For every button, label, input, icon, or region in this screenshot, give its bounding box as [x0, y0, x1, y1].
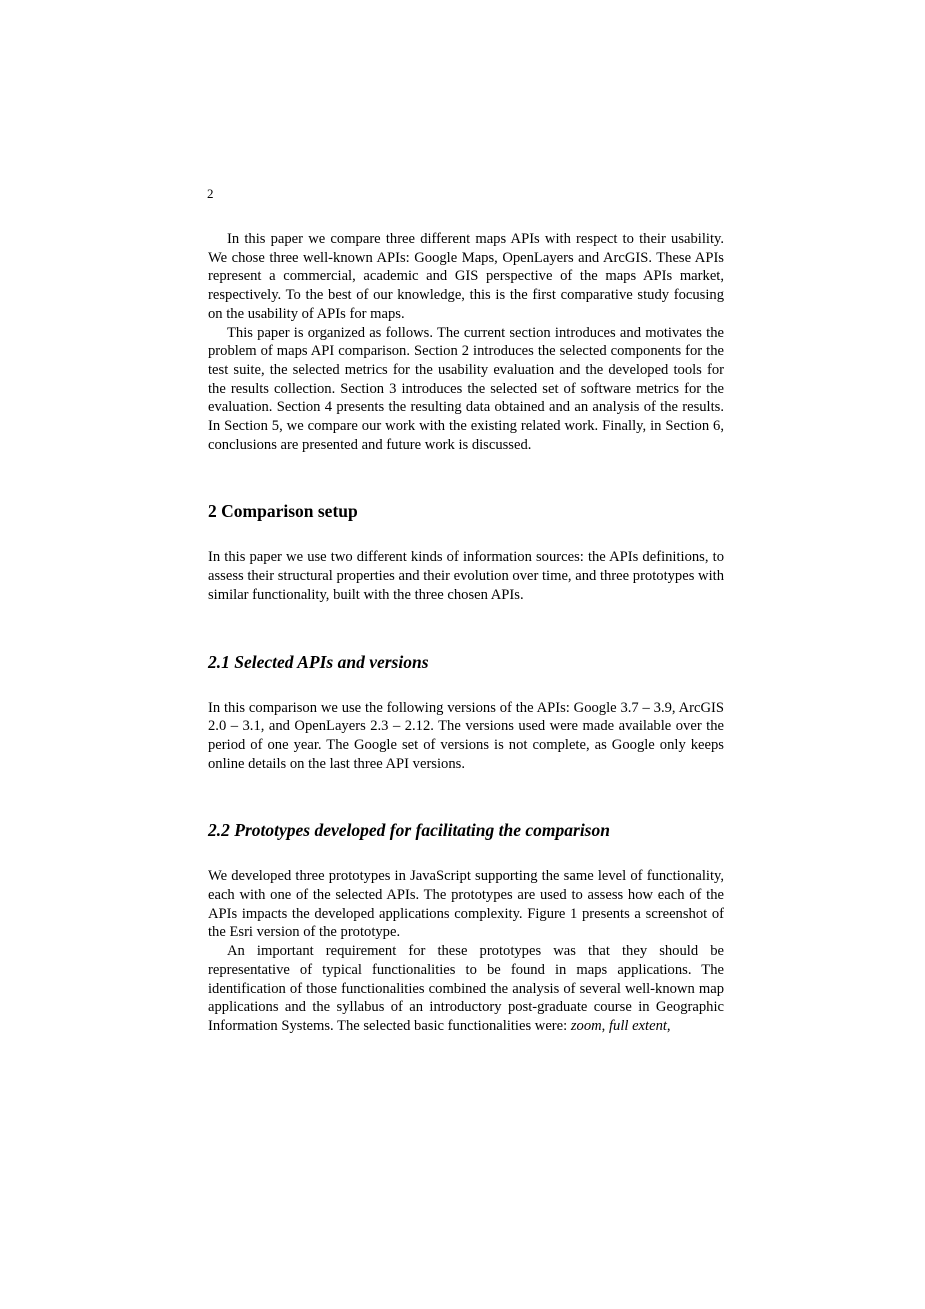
term-zoom: zoom — [570, 1017, 602, 1034]
section-2-2-heading: 2.2 Prototypes developed for facilitating the comparison — [208, 820, 610, 841]
section-2-1-heading: 2.1 Selected APIs and versions — [208, 651, 429, 672]
term-full-extent: full extent — [608, 1017, 667, 1034]
separator: , — [601, 1017, 609, 1034]
section-2-2-paragraph-1: We developed three prototypes in JavaScript supporting the same level of functionality, each with one of the selected APIs. The prototypes are used to assess how each of the APIs impacts the developed applications complexity. Figure 1 presents a screenshot of the Esri version of the prototype. — [208, 868, 724, 941]
paragraph-text: An important requirement for these prototypes was that they should be representative of typical functionalities to be found in maps applications. The identification of those functionalities combined the analysis of several well-known map applications and the syllabus of an introductory post-graduate course in Geographic Information Systems. The selected basic functionalities were: — [208, 943, 724, 1034]
section-2-paragraph: In this paper we use two different kinds of information sources: the APIs definitions, to assess their structural properties and their evolution over time, and three prototypes with similar functionality, built with the three chosen APIs. — [208, 549, 724, 603]
section-2-1-paragraph: In this comparison we use the following versions of the APIs: Google 3.7 – 3.9, ArcGIS 2.0 – 3.1, and OpenLayers 2.3 – 2.12. The versions used were made available over the period of one year. The Google set of versions is not complete, as Google only keeps online details on the last three API versions. — [208, 699, 724, 772]
trailing-comma: , — [666, 1017, 671, 1034]
section-2-2-paragraph-2 — [208, 942, 724, 1036]
section-2-heading: 2 Comparison setup — [208, 501, 358, 522]
intro-paragraph-2: This paper is organized as follows. The current section introduces and motivates the problem of maps API comparison. Section 2 introduces the selected components for the test suite, the selected metrics for the usability evaluation and the developed tools for the results collection. Section 3 introduces the selected set of software metrics for the evaluation. Section 4 presents the resulting data obtained and an analysis of the results. In Section 5, we compare our work with the existing related work. Finally, in Section 6, conclusions are presented and future work is discussed. — [208, 324, 724, 453]
intro-paragraph-1: In this paper we compare three different maps APIs with respect to their usability. We chose three well-known APIs: Google Maps, OpenLayers and ArcGIS. These APIs represent a commercial, academic and GIS perspective of the maps APIs market, respectively. To the best of our knowledge, this is the first comparative study focusing on the usability of APIs for maps. — [208, 231, 724, 322]
page-body — [208, 230, 724, 1036]
page-number: 2 — [207, 186, 214, 201]
